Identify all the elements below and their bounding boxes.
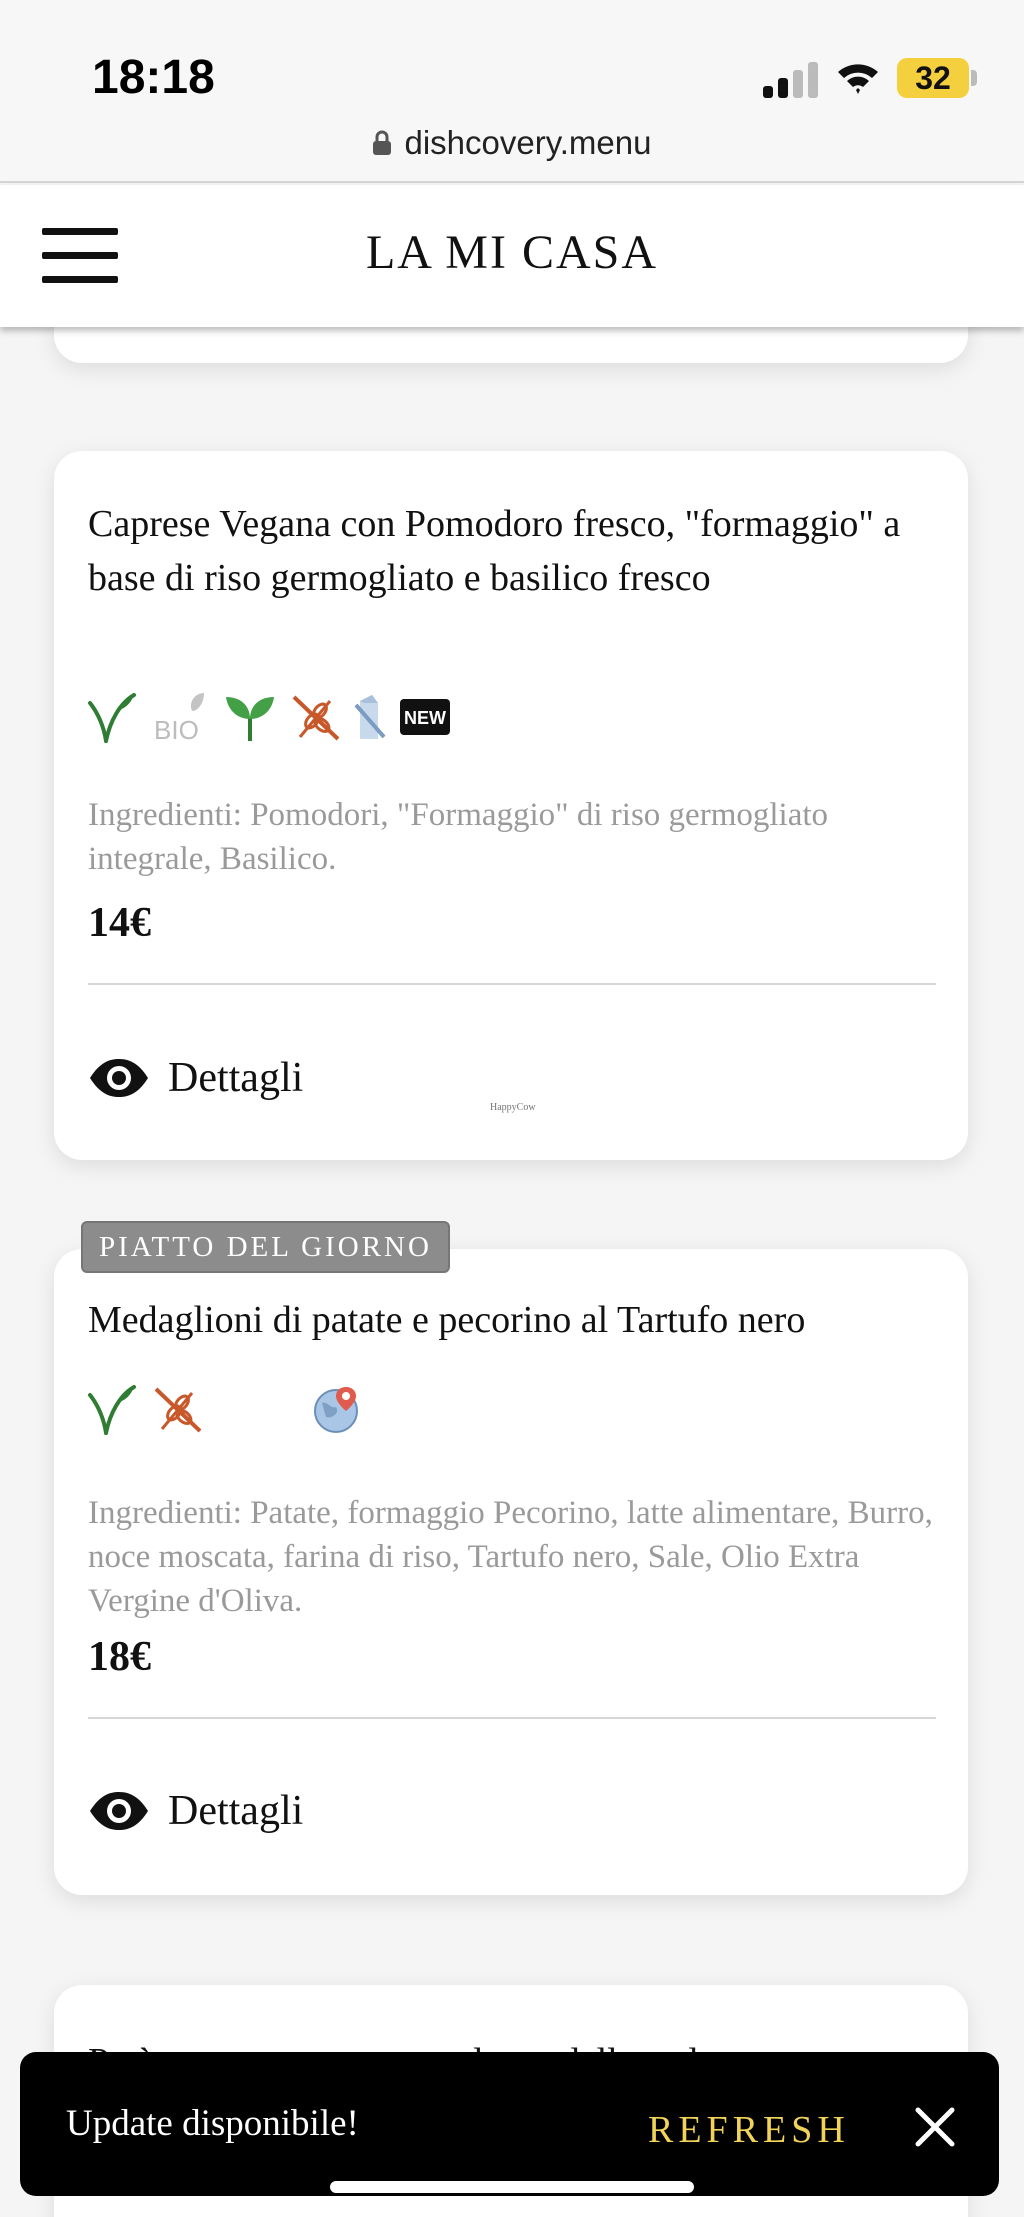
bio-label: BIO [154, 715, 199, 743]
home-indicator [330, 2181, 694, 2193]
details-button[interactable] [88, 1048, 303, 1108]
vegan-leaves-icon [224, 691, 276, 743]
cellular-signal-icon [763, 62, 819, 100]
dish-ingredients: Ingredienti: Pomodori, "Formaggio" di riso germogliato integrale, Basilico. [88, 797, 829, 877]
browser-status-bar [0, 0, 1024, 183]
app-header [0, 185, 1024, 327]
dish-title: Caprese Vegana con Pomodoro fresco, "formaggio" a base di riso germogliato e basilico fresco [88, 503, 901, 599]
close-icon[interactable] [912, 2104, 958, 2150]
diet-icons [86, 691, 446, 747]
card-divider [88, 1717, 936, 1719]
url-text: dishcovery.menu [404, 124, 652, 161]
status-time: 18:18 [92, 51, 215, 104]
dish-price: 18€ [88, 1634, 151, 1680]
eye-icon [88, 1057, 150, 1099]
new-label: NEW [404, 708, 446, 728]
lock-icon [372, 130, 392, 156]
battery-indicator: 32 [897, 58, 969, 98]
gluten-free-icon [152, 1383, 204, 1435]
gluten-free-icon [290, 691, 342, 743]
diet-icons [86, 1383, 366, 1439]
url-bar[interactable] [0, 118, 1024, 168]
local-globe-icon [312, 1383, 364, 1435]
dish-ingredients: Ingredienti: Patate, formaggio Pecorino, latte alimentare, Burro, noce moscata, farina di riso, Tartufo nero, Sale, Olio Extra Vergine d'Oliva. [88, 1495, 933, 1619]
lactose-free-icon [348, 691, 392, 743]
restaurant-title: LA MI CASA [365, 226, 659, 279]
eye-icon [88, 1790, 150, 1832]
refresh-button[interactable]: REFRESH [648, 2109, 850, 2151]
update-snackbar [20, 2052, 999, 2196]
watermark: HappyCow [490, 1102, 536, 1113]
dish-card [54, 451, 968, 1160]
dish-price: 14€ [88, 900, 151, 946]
dish-of-the-day-badge: PIATTO DEL GIORNO [81, 1221, 450, 1273]
details-label: Dettagli [168, 1788, 304, 1834]
card-divider [88, 983, 936, 985]
battery-nub [971, 70, 977, 86]
details-label: Dettagli [168, 1055, 304, 1101]
wifi-icon [836, 58, 880, 98]
new-icon [398, 691, 452, 743]
snackbar-message: Update disponibile! [66, 2103, 359, 2144]
vegetarian-sprout-icon [86, 1383, 138, 1435]
details-button[interactable] [88, 1781, 303, 1841]
dish-title: Medaglioni di patate e pecorino al Tartufo nero [88, 1299, 806, 1341]
dish-card [54, 1249, 968, 1895]
bio-icon [152, 691, 208, 743]
vegetarian-sprout-icon [86, 691, 138, 743]
